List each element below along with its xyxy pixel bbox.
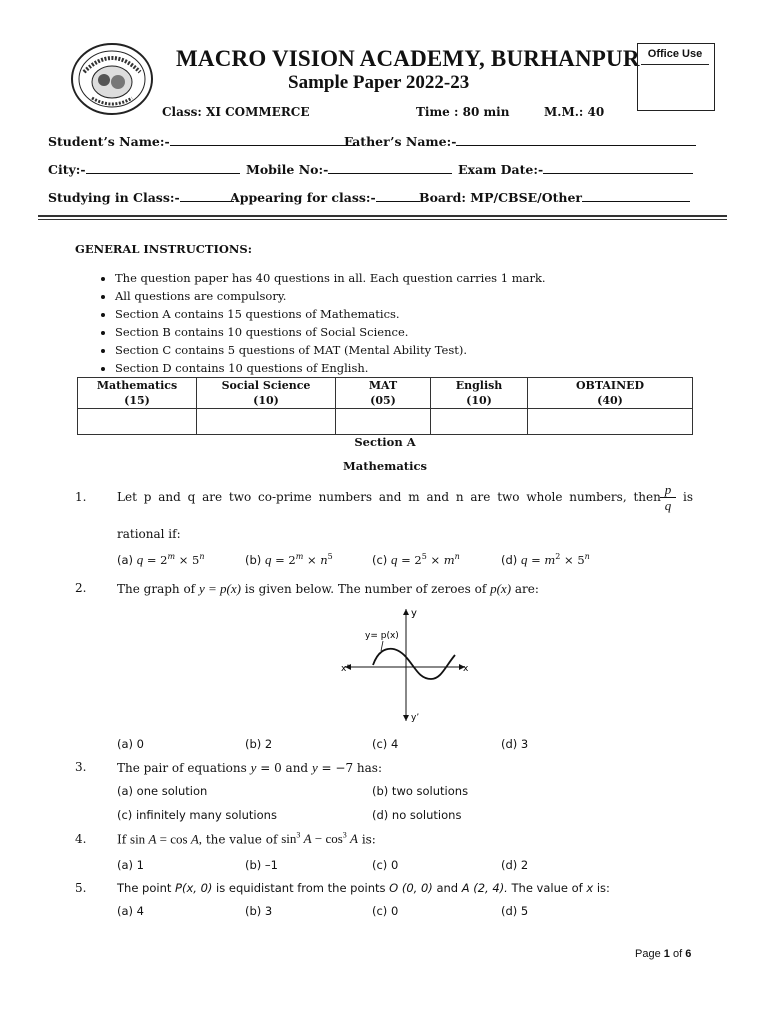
option-c[interactable]: (c) 0 bbox=[372, 904, 399, 918]
option-a[interactable]: (a) 4 bbox=[117, 904, 144, 918]
instructions-list bbox=[100, 269, 546, 377]
option-b[interactable]: (b) $q = 2^m \times n^5$ bbox=[245, 552, 333, 567]
marks-cell[interactable] bbox=[528, 409, 693, 435]
class-info: Class: XI COMMERCE bbox=[162, 105, 310, 119]
question-number: 4. bbox=[75, 832, 87, 846]
fraction-p-over-q: p q bbox=[660, 482, 676, 514]
option-a[interactable]: (a) 1 bbox=[117, 858, 144, 872]
instruction-item: • The question paper has 40 questions in all. Each question carries 1 mark. bbox=[115, 269, 546, 287]
city-field[interactable]: City:- bbox=[48, 161, 240, 177]
header-divider-thin bbox=[38, 219, 727, 220]
option-a[interactable]: (a) $q = 2^m \times 5^n$ bbox=[117, 552, 205, 567]
col-obtained: OBTAINED (40) bbox=[528, 378, 693, 409]
option-b[interactable]: (b) 2 bbox=[245, 737, 273, 751]
header-divider bbox=[38, 215, 727, 217]
instruction-item: • Section C contains 5 questions of MAT (Mental Ability Test). bbox=[115, 341, 546, 359]
col-mat: MAT (05) bbox=[336, 378, 431, 409]
section-subject: Mathematics bbox=[343, 459, 427, 473]
graph-x-label: x bbox=[463, 664, 469, 674]
academy-seal-logo bbox=[70, 42, 154, 116]
marks-cell[interactable] bbox=[336, 409, 431, 435]
question-number: 1. bbox=[75, 490, 87, 504]
max-marks: M.M.: 40 bbox=[544, 105, 605, 119]
marks-table-header bbox=[78, 378, 693, 409]
instruction-item: • Section D contains 10 questions of English. bbox=[115, 359, 546, 377]
option-a[interactable]: (a) 0 bbox=[117, 737, 144, 751]
option-c[interactable]: (c) 4 bbox=[372, 737, 399, 751]
question-3-text: The pair of equations y = 0 and y = −7 has: bbox=[117, 760, 383, 775]
question-1-is: is bbox=[683, 490, 693, 504]
question-4-text: If sin A = cos A, the value of $\sin^3 A - \cos^3 A$ is: bbox=[117, 831, 376, 847]
option-b[interactable]: (b) two solutions bbox=[372, 784, 469, 798]
question-2-text: The graph of y = p(x) is given below. The number of zeroes of p(x) are: bbox=[117, 581, 539, 596]
option-b[interactable]: (b) –1 bbox=[245, 858, 278, 872]
board-field[interactable]: Board: MP/CBSE/Other bbox=[419, 189, 690, 205]
academy-title: MACRO VISION ACADEMY, BURHANPUR bbox=[176, 46, 640, 71]
marks-table-entry-row bbox=[78, 409, 693, 435]
option-d[interactable]: (d) $q = m^2 \times 5^n$ bbox=[501, 552, 590, 567]
question-number: 5. bbox=[75, 881, 87, 895]
option-c[interactable]: (c) $q = 2^5 \times m^n$ bbox=[372, 552, 460, 567]
marks-cell[interactable] bbox=[78, 409, 197, 435]
question-number: 2. bbox=[75, 581, 87, 595]
mobile-field[interactable]: Mobile No:- bbox=[246, 161, 452, 177]
graph-curve-label: y= p(x) bbox=[365, 631, 399, 641]
graph-xprime-label: x’ bbox=[341, 664, 350, 674]
option-d[interactable]: (d) no solutions bbox=[372, 808, 462, 822]
father-name-field[interactable]: Father’s Name:- bbox=[344, 133, 696, 149]
option-c[interactable]: (c) 0 bbox=[372, 858, 399, 872]
option-d[interactable]: (d) 2 bbox=[501, 858, 529, 872]
time-info: Time : 80 min bbox=[416, 105, 510, 119]
marks-table bbox=[77, 377, 693, 435]
option-a[interactable]: (a) one solution bbox=[117, 784, 208, 798]
office-use-label: Office Use bbox=[641, 48, 709, 65]
section-title: Section A bbox=[354, 435, 416, 449]
option-b[interactable]: (b) 3 bbox=[245, 904, 273, 918]
option-d[interactable]: (d) 5 bbox=[501, 904, 529, 918]
polynomial-graph bbox=[335, 605, 475, 725]
question-1-text: Let p and q are two co-prime numbers and m and n are two whole numbers, then bbox=[117, 490, 661, 504]
student-name-field[interactable]: Student’s Name:- bbox=[48, 133, 356, 149]
exam-date-field[interactable]: Exam Date:- bbox=[458, 161, 693, 177]
appearing-class-field[interactable]: Appearing for class:- bbox=[230, 189, 420, 205]
question-1-cont: rational if: bbox=[117, 527, 181, 541]
graph-y-label: y bbox=[411, 608, 417, 619]
col-mathematics: Mathematics (15) bbox=[78, 378, 197, 409]
question-number: 3. bbox=[75, 760, 87, 774]
marks-cell[interactable] bbox=[431, 409, 528, 435]
instruction-item: • Section A contains 15 questions of Mathematics. bbox=[115, 305, 546, 323]
paper-subtitle: Sample Paper 2022-23 bbox=[288, 72, 470, 93]
question-5-text: The point P(x, 0) is equidistant from the points O (0, 0) and A (2, 4). The value of x is: bbox=[117, 881, 610, 895]
instruction-item: • All questions are compulsory. bbox=[115, 287, 546, 305]
studying-class-field[interactable]: Studying in Class:- bbox=[48, 189, 234, 205]
col-social-science: Social Science (10) bbox=[197, 378, 336, 409]
option-d[interactable]: (d) 3 bbox=[501, 737, 529, 751]
instructions-heading: GENERAL INSTRUCTIONS: bbox=[75, 242, 252, 256]
col-english: English (10) bbox=[431, 378, 528, 409]
graph-yprime-label: y’ bbox=[411, 713, 420, 723]
option-c[interactable]: (c) infinitely many solutions bbox=[117, 808, 277, 822]
instruction-item: • Section B contains 10 questions of Social Science. bbox=[115, 323, 546, 341]
marks-cell[interactable] bbox=[197, 409, 336, 435]
page-number: Page 1 of 6 bbox=[635, 948, 692, 960]
